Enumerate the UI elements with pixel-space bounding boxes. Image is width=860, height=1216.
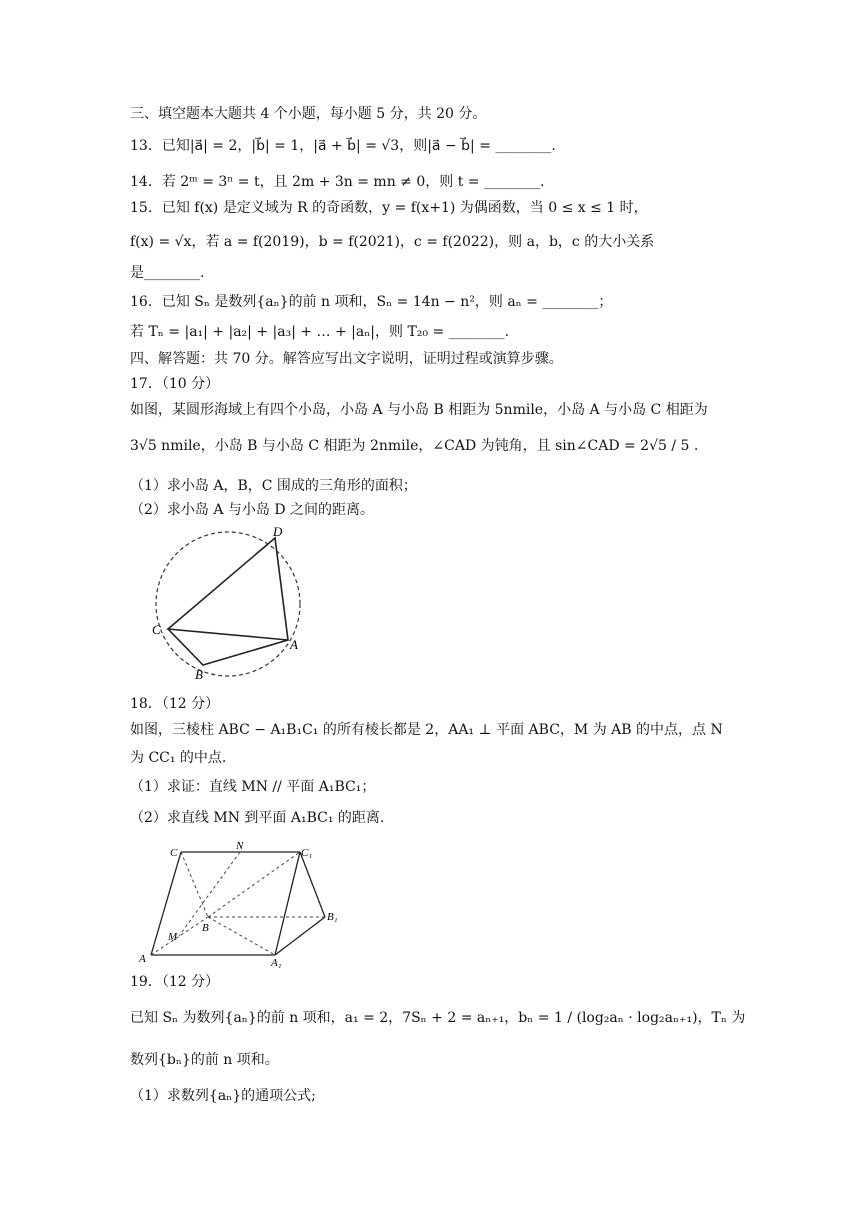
question-14: 14．若 2ᵐ = 3ⁿ = t，且 2m + 3n = mn ≠ 0，则 t = ________. [130,174,545,190]
question-15-line3: 是________. [130,265,205,281]
section3-heading: 三、填空题本大题共 4 个小题，每小题 5 分，共 20 分。 [130,106,487,122]
question-15-line1: 15．已知 f(x) 是定义域为 R 的奇函数，y = f(x+1) 为偶函数，当 0 ≤ x ≤ 1 时， [130,200,648,216]
label-c1: C₁ [301,847,313,859]
figure-18-prism [135,840,345,968]
question-17-part2: （2）求小岛 A 与小岛 D 之间的距离。 [130,502,375,518]
question-17-header: 17．（10 分） [130,376,220,392]
question-17-line1: 如图，某圆形海域上有四个小岛，小岛 A 与小岛 B 相距为 5nmile，小岛 A 与小岛 C 相距为 [130,402,708,418]
label-n: N [236,840,244,852]
question-18-part1: （1）求证：直线 MN // 平面 A₁BC₁； [130,779,376,795]
question-19-line2: 数列{bₙ}的前 n 项和。 [130,1052,279,1068]
label-b1: B₁ [327,911,338,923]
question-13: 13．已知|a⃗| = 2，|b⃗| = 1，|a⃗ + b⃗| = √3，则|a⃗ − b⃗| = ________. [130,138,556,154]
question-16-line1: 16．已知 Sₙ 是数列{aₙ}的前 n 项和，Sₙ = 14n − n²，则 aₙ = ________； [130,294,613,310]
label-a: A [290,637,298,652]
question-18-line1: 如图，三棱柱 ABC − A₁B₁C₁ 的所有棱长都是 2，AA₁ ⊥ 平面 ABC，M 为 AB 的中点，点 N [130,722,723,738]
circle-sea-area [156,532,300,676]
question-19-part1: （1）求数列{aₙ}的通项公式; [130,1088,316,1104]
question-15-line2: f(x) = √x，若 a = f(2019)，b = f(2021)，c = f(2022)，则 a，b，c 的大小关系 [130,234,655,250]
question-17-part1: （1）求小岛 A，B，C 围成的三角形的面积； [130,478,417,494]
question-18-line2: 为 CC₁ 的中点. [130,750,227,766]
question-18-header: 18．（12 分） [130,696,220,712]
question-16-line2: 若 Tₙ = |a₁| + |a₂| + |a₃| + … + |aₙ|，则 T₂₀ = ________. [130,324,510,340]
section4-heading: 四、解答题：共 70 分。解答应写出文字说明，证明过程或演算步骤。 [130,351,563,367]
label-d: D [273,524,283,539]
question-19-header: 19．（12 分） [130,974,220,990]
question-17-line2: 3√5 nmile，小岛 B 与小岛 C 相距为 2nmile，∠CAD 为钝角，且 sin∠CAD = 2√5 / 5 . [130,438,699,454]
question-18-part2: （2）求直线 MN 到平面 A₁BC₁ 的距离. [130,810,385,826]
label-b: B [202,922,209,934]
triangle-dca [168,538,288,640]
label-m: M [168,931,178,943]
label-c: C [152,622,161,637]
label-b: B [195,667,203,682]
question-19-line1: 已知 Sₙ 为数列{aₙ}的前 n 项和，a₁ = 2，7Sₙ + 2 = aₙ₊₁，bₙ = 1 / (log₂aₙ · log₂aₙ₊₁)，Tₙ 为 [130,1010,746,1026]
label-a1: A₁ [271,957,282,968]
label-a: A [139,953,146,965]
figure-17-circle-islands [140,524,320,684]
label-c: C [170,847,178,859]
